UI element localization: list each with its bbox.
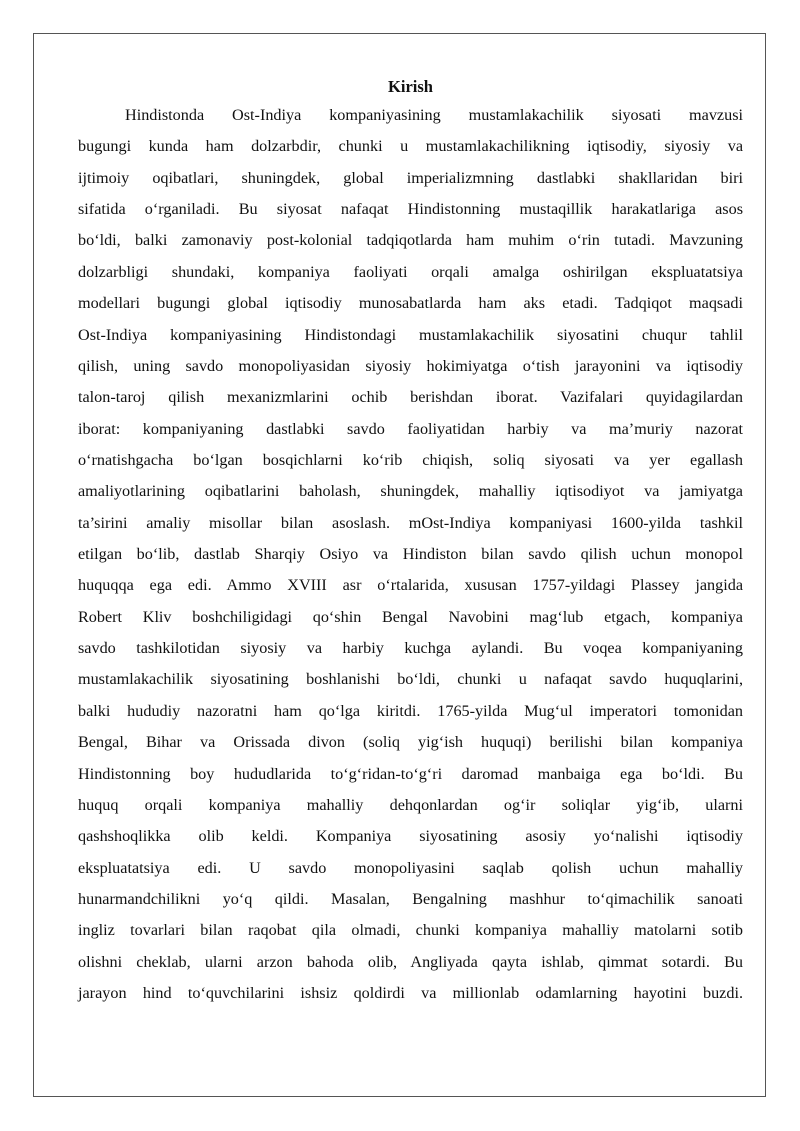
paragraph-line: qashshoqlikka olib keldi. Kompaniya siyosatining asosiy yo‘nalishi iqtisodiy: [78, 827, 743, 846]
paragraph-line: amaliyotlarining oqibatlarini baholash, shuningdek, mahalliy iqtisodiyot va jamiyatga: [78, 482, 743, 501]
paragraph-line: bo‘ldi, balki zamonaviy post-kolonial tadqiqotlarda ham muhim o‘rin tutadi. Mavzuning: [78, 231, 743, 250]
paragraph-line: dolzarbligi shundaki, kompaniya faoliyati orqali amalga oshirilgan ekspluatatsiya: [78, 262, 743, 281]
paragraph-line: o‘rnatishgacha bo‘lgan bosqichlarni ko‘rib chiqish, soliq siyosati va yer egallash: [78, 450, 743, 469]
paragraph-line: bugungi kunda ham dolzarbdir, chunki u mustamlakachilikning iqtisodiy, siyosiy va: [78, 137, 743, 156]
paragraph-line: ijtimoiy oqibatlari, shuningdek, global imperializmning dastlabki shakllaridan biri: [78, 168, 743, 187]
paragraph-line: mustamlakachilik siyosatining boshlanishi bo‘ldi, chunki u nafaqat savdo huquqlarini,: [78, 670, 743, 689]
document-body: [78, 74, 743, 1009]
paragraph-line: balki hududiy nazoratni ham qo‘lga kiritdi. 1765-yilda Mug‘ul imperatori tomonidan: [78, 701, 743, 720]
paragraph-line: Hindistonning boy hududlarida to‘g‘ridan-to‘g‘ri daromad manbaiga ega bo‘ldi. Bu: [78, 764, 743, 783]
paragraph-line: ingliz tovarlari bilan raqobat qila olmadi, chunki kompaniya mahalliy matolarni sotib: [78, 921, 743, 940]
paragraph-line: hunarmandchilikni yo‘q qildi. Masalan, Bengalning mashhur to‘qimachilik sanoati: [78, 889, 743, 908]
paragraph-line: huquqqa ega edi. Ammo XVIII asr o‘rtalarida, xususan 1757-yildagi Plassey jangida: [78, 576, 743, 595]
paragraph-line: huquq orqali kompaniya mahalliy dehqonlardan og‘ir soliqlar yig‘ib, ularni: [78, 795, 743, 814]
paragraph-line: olishni cheklab, ularni arzon bahoda olib, Angliyada qayta ishlab, qimmat sotardi. Bu: [78, 952, 743, 971]
body-paragraph: [78, 100, 743, 1009]
paragraph-line: Robert Kliv boshchiligidagi qo‘shin Bengal Navobini mag‘lub etgach, kompaniya: [78, 607, 743, 626]
paragraph-line: etilgan bo‘lib, dastlab Sharqiy Osiyo va Hindiston bilan savdo qilish uchun monopol: [78, 545, 743, 564]
paragraph-line: iborat: kompaniyaning dastlabki savdo faoliyatidan harbiy va ma’muriy nazorat: [78, 419, 743, 438]
paragraph-line: Ost-Indiya kompaniyasining Hindistondagi mustamlakachilik siyosatini chuqur tahlil: [78, 325, 743, 344]
paragraph-line: Hindistonda Ost-Indiya kompaniyasining mustamlakachilik siyosati mavzusi: [125, 106, 743, 124]
paragraph-line: qilish, uning savdo monopoliyasidan siyosiy hokimiyatga o‘tish jarayonini va iqtisodiy: [78, 356, 743, 375]
paragraph-line: sifatida o‘rganiladi. Bu siyosat nafaqat Hindistonning mustaqillik harakatlariga asos: [78, 200, 743, 219]
paragraph-line: jarayon hind to‘quvchilarini ishsiz qoldirdi va millionlab odamlarning hayotini buzdi.: [78, 984, 743, 1003]
paragraph-line: savdo tashkilotidan siyosiy va harbiy kuchga aylandi. Bu voqea kompaniyaning: [78, 639, 743, 658]
paragraph-line: ta’sirini amaliy misollar bilan asoslash. mOst-Indiya kompaniyasi 1600-yilda tashkil: [78, 513, 743, 532]
paragraph-line: ekspluatatsiya edi. U savdo monopoliyasini saqlab qolish uchun mahalliy: [78, 858, 743, 877]
paragraph-line: talon-taroj qilish mexanizmlarini ochib berishdan iborat. Vazifalari quyidagilardan: [78, 388, 743, 407]
section-title: Kirish: [388, 77, 433, 96]
paragraph-line: Bengal, Bihar va Orissada divon (soliq yig‘ish huquqi) berilishi bilan kompaniya: [78, 733, 743, 752]
paragraph-line: modellari bugungi global iqtisodiy munosabatlarda ham aks etadi. Tadqiqot maqsadi: [78, 294, 743, 313]
